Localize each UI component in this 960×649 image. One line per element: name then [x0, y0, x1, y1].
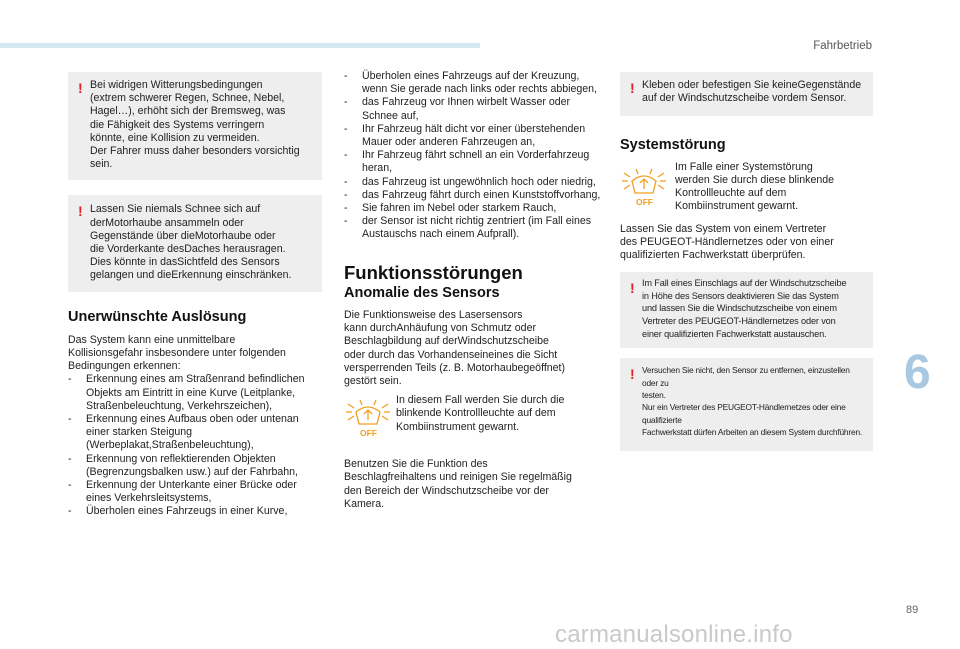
list-item: - Überholen eines Fahrzeugs auf der Kreuzung, wenn Sie gerade nach links oder rechts abbiegen, — [344, 70, 597, 96]
list-item: - Sie fahren im Nebel oder starkem Rauch, — [344, 202, 557, 215]
trigger-list — [68, 373, 322, 518]
left-column — [68, 72, 322, 519]
heading-system-fault: Systemstörung — [620, 137, 726, 154]
middle-column — [344, 70, 602, 511]
warning-icon: ! — [78, 203, 83, 220]
list-item: - Überholen eines Fahrzeugs in einer Kurve, — [68, 505, 288, 518]
right-column — [620, 72, 873, 451]
warning-text: Im Fall eines Einschlags auf der Windschutzscheibe in Höhe des Sensors deaktivieren Sie das System und lassen Sie die Windschutzscheibe von einem Vertreter des PEUGEOT-Händlernetzes oder von einer qualifizierten Fachwerkstatt austauschen. — [642, 278, 847, 339]
sensor-off-indicator-icon — [344, 398, 392, 442]
list-item: - das Fahrzeug ist ungewöhnlich hoch oder niedrig, — [344, 175, 596, 188]
list-item: - das Fahrzeug vor Ihnen wirbelt Wasser oder Schnee auf, — [344, 96, 571, 122]
heading-unwanted-trigger: Unerwünschte Auslösung — [68, 308, 247, 325]
sensor-off-indicator-icon — [620, 167, 668, 211]
list-item: - Ihr Fahrzeug hält dicht vor einer überstehenden Mauer oder anderen Fahrzeugen an, — [344, 122, 586, 149]
indicator-text: Im Falle einer Systemstörung werden Sie durch diese blinkende Kontrollleuchte auf dem Kombiinstrument gewarnt. — [675, 160, 835, 213]
svg-text:OFF: OFF — [360, 428, 377, 439]
svg-text:OFF: OFF — [636, 196, 653, 207]
warning-box-sensor — [620, 358, 873, 450]
system-fault-paragraph: Lassen Sie das System von einem Vertreter des PEUGEOT-Händlernetzes oder von einer qualifizierten Fachwerkstatt überprüfen. — [620, 222, 834, 262]
list-item: - Ihr Fahrzeug fährt schnell an ein Vorderfahrzeug heran, — [344, 149, 590, 175]
header-bar — [0, 43, 480, 48]
sensor-anomaly-paragraph: Die Funktionsweise des Lasersensors kann durchAnhäufung von Schmutz oder Beschlagbildung auf derWindschutzscheibe oder durch das Vorhandenseineines die Sicht versperrenden Teils (z. B. Motorhaubegeöffnet) gestört sein. — [344, 309, 566, 388]
indicator-row — [620, 161, 873, 219]
warning-box-weather — [68, 72, 322, 180]
warning-text: Bei widrigen Witterungsbedingungen (extrem schwerer Regen, Schnee, Nebel, Hagel…), erhöht sich der Bremsweg, was die Fähigkeit des Systems verringern könnte, eine Kollision zu vermeiden. Der Fahrer muss daher besonders vorsichtig sein. — [90, 79, 300, 171]
warning-box-snow — [68, 195, 322, 291]
warning-icon: ! — [630, 366, 635, 383]
warning-icon: ! — [630, 280, 635, 297]
warning-icon: ! — [630, 80, 635, 96]
indicator-row — [344, 392, 602, 450]
heading-sensor-anomaly: Anomalie des Sensors — [344, 284, 500, 301]
defog-paragraph: Benutzen Sie die Funktion des Beschlagfreihaltens und reinigen Sie regelmäßig den Bereich der Windschutzscheibe vor der Kamera. — [344, 458, 572, 510]
section-label: Fahrbetrieb — [813, 40, 872, 52]
chapter-number: 6 — [904, 346, 931, 399]
indicator-text: In diesem Fall werden Sie durch die blinkende Kontrollleuchte auf dem Kombiinstrument gewarnt. — [396, 394, 565, 433]
page-number: 89 — [906, 604, 919, 616]
heading-malfunctions: Funktionsstörungen — [344, 261, 523, 283]
trigger-list-continued — [344, 70, 602, 242]
warning-text: Lassen Sie niemals Schnee sich auf derMotorhaube ansammeln oder Gegenstände über dieMotorhaube oder die Vorderkante desDaches herausragen. Dies könnte in dasSichtfeld des Sensors gelangen und dieErkennung einschränken. — [90, 203, 292, 282]
warning-box-objects — [620, 72, 873, 116]
list-item: - Erkennung der Unterkante einer Brücke oder eines Verkehrsleitsystems, — [68, 479, 297, 505]
intro-paragraph: Das System kann eine unmittelbare Kollisionsgefahr insbesondere unter folgenden Bedingungen erkennen: — [68, 333, 286, 373]
warning-icon: ! — [78, 80, 83, 96]
warning-text: Versuchen Sie nicht, den Sensor zu entfernen, einzustellen oder zu testen. Nur ein Vertreter des PEUGEOT-Händlernetzes oder eine qualifizierte Fachwerkstatt dürfen Arbeiten an diesem System durchführen. — [642, 365, 863, 438]
list-item: - Erkennung eines Aufbaus oben oder untenan einer starken Steigung (Werbeplakat,Straßenbeleuchtung), — [68, 413, 299, 452]
warning-box-windscreen — [620, 272, 873, 348]
list-item: - das Fahrzeug fährt durch einen Kunststoffvorhang, — [344, 188, 601, 201]
list-item: - der Sensor ist nicht richtig zentriert (im Fall eines Austauschs nach einem Aufprall). — [344, 215, 592, 241]
list-item: - Erkennung eines am Straßenrand befindlichen Objekts am Eintritt in eine Kurve (Leitplanke, Straßenbeleuchtung, Verkehrszeichen), — [68, 373, 305, 412]
watermark: carmanualsonline.info — [555, 621, 793, 648]
warning-text: Kleben oder befestigen Sie keineGegenstände auf der Windschutzscheibe vordem Sensor. — [642, 79, 862, 105]
list-item: - Erkennung von reflektierenden Objekten (Begrenzungsbalken usw.) auf der Fahrbahn, — [68, 452, 299, 478]
